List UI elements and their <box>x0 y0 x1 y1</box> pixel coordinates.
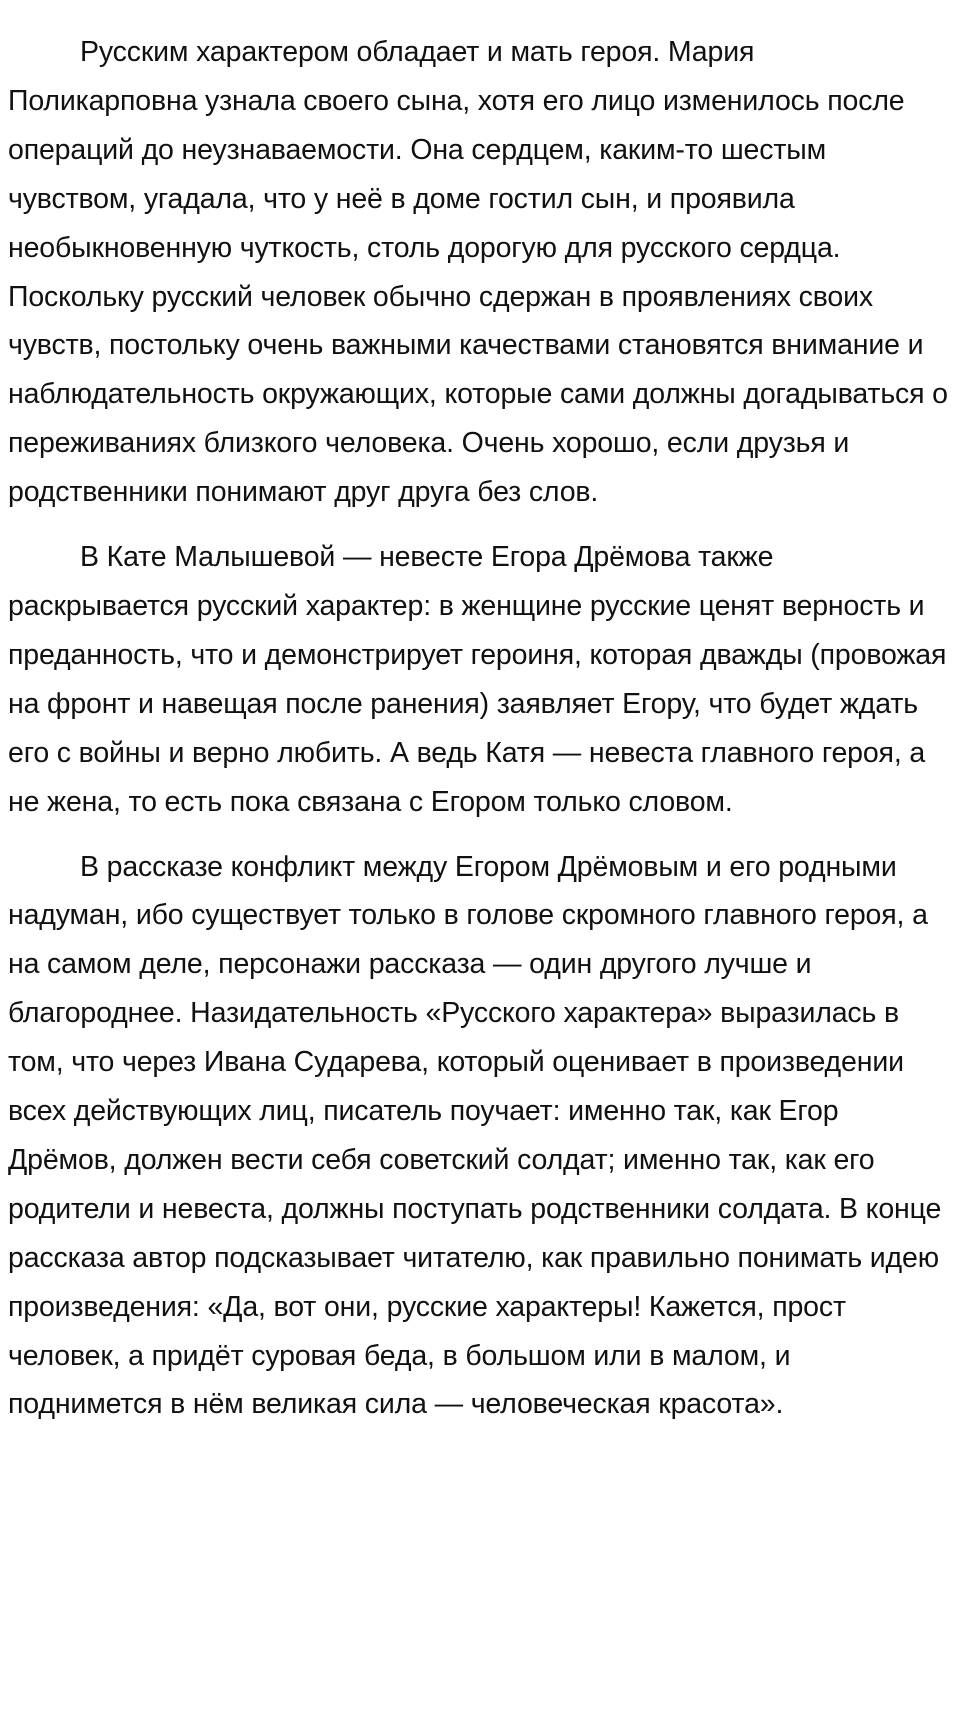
paragraph-katya: В Кате Малышевой — невесте Егора Дрёмова также раскрывается русский характер: в женщине русские ценят верность и преданность, что и демонстрирует героиня, которая дважды (провожая на фронт и навещая после ранения) заявляет Егору, что будет ждать его с войны и верно любить. А ведь Катя — невеста главного героя, а не жена, то есть пока связана с Егором только словом. <box>8 541 947 818</box>
paragraph-mother: Русским характером обладает и мать героя. Мария Поликарповна узнала своего сына, хотя его лицо изменилось после операций до неузнаваемости. Она сердцем, каким-то шестым чувством, угадала, что у неё в доме гостил сын, и проявила необыкновенную чуткость, столь дорогую для русского сердца. Поскольку русский человек обычно сдержан в проявлениях своих чувств, постольку очень важными качествами становятся внимание и наблюдательность окружающих, которые сами должны догадываться о переживаниях близкого человека. Очень хорошо, если друзья и родственники понимают друг друга без слов. <box>8 36 948 509</box>
paragraph-conflict: В рассказе конфликт между Егором Дрёмовым и его родными надуман, ибо существует только в голове скромного главного героя, а на самом деле, персонажи рассказа — один другого лучше и благороднее. Назидательность «Русского характера» выразилась в том, что через Ивана Сударева, который оценивает в произведении всех действующих лиц, писатель поучает: именно так, как Егор Дрёмов, должен вести себя советский солдат; именно так, как его родители и невеста, должны поступать родственники солдата. В конце рассказа автор подсказывает читателю, как правильно понимать идею произведения: «Да, вот они, русские характеры! Кажется, прост человек, а придёт суровая беда, в большом или в малом, и поднимется в нём великая сила — человеческая красота». <box>8 850 942 1421</box>
